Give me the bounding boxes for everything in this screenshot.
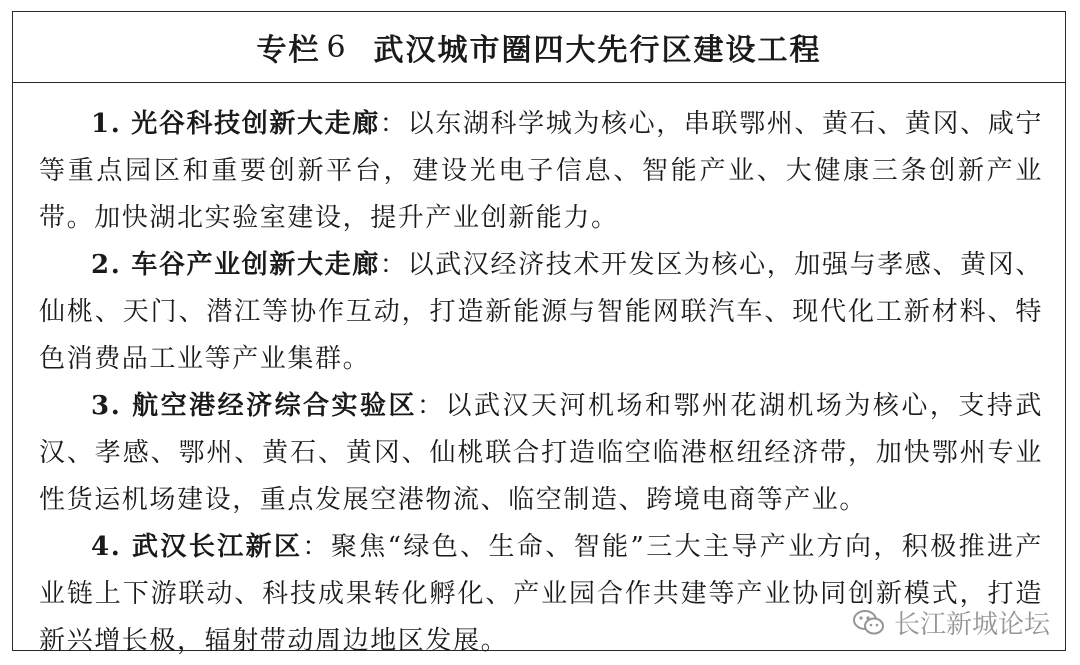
feature-box bbox=[12, 11, 1066, 656]
item-heading: 光谷科技创新大走廊 bbox=[131, 109, 380, 139]
item-heading: 武汉长江新区 bbox=[132, 532, 303, 562]
column-number: 6 bbox=[326, 29, 348, 65]
item-colon: ： bbox=[379, 250, 408, 280]
item-paragraph bbox=[39, 101, 1043, 242]
title-text: 武汉城市圈四大先行区建设工程 bbox=[373, 33, 822, 68]
item-heading: 车谷产业创新大走廊 bbox=[131, 250, 380, 280]
item-number: 3. bbox=[91, 391, 122, 421]
item-number: 2. bbox=[91, 250, 122, 280]
item-body: 以武汉经济技术开发区为核心，加强与孝感、黄冈、仙桃、天门、潜江等协作互动，打造新能源与智能网联汽车、现代化工新材料、特色消费品工业等产业集群。 bbox=[39, 250, 1043, 374]
box-title bbox=[13, 12, 1065, 83]
item-colon: ： bbox=[379, 109, 408, 139]
item-paragraph bbox=[39, 383, 1043, 524]
item-heading: 航空港经济综合实验区 bbox=[132, 391, 418, 421]
item-body: 以武汉天河机场和鄂州花湖机场为核心，支持武汉、孝感、鄂州、黄石、黄冈、仙桃联合打造临空临港枢纽经济带，加快鄂州专业性货运机场建设，重点发展空港物流、临空制造、跨境电商等产业。 bbox=[39, 391, 1043, 515]
item-colon: ： bbox=[417, 391, 446, 421]
item-paragraph bbox=[39, 524, 1043, 665]
box-content bbox=[13, 83, 1065, 665]
item-colon: ： bbox=[302, 532, 331, 562]
column-label: 专栏 bbox=[256, 33, 321, 68]
item-body: 以东湖科学城为核心，串联鄂州、黄石、黄冈、咸宁等重点园区和重要创新平台，建设光电子信息、智能产业、大健康三条创新产业带。加快湖北实验室建设，提升产业创新能力。 bbox=[39, 109, 1043, 233]
wechat-icon bbox=[852, 609, 886, 637]
item-paragraph bbox=[39, 242, 1043, 383]
item-number: 4. bbox=[91, 532, 122, 562]
watermark bbox=[852, 604, 1050, 641]
watermark-text: 长江新城论坛 bbox=[893, 610, 1050, 640]
item-number: 1. bbox=[91, 109, 122, 139]
item-body: 聚焦“绿色、生命、智能”三大主导产业方向，积极推进产业链上下游联动、科技成果转化孵化、产业园合作共建等产业协同创新模式，打造新兴增长极，辐射带动周边地区发展。 bbox=[39, 532, 1043, 656]
